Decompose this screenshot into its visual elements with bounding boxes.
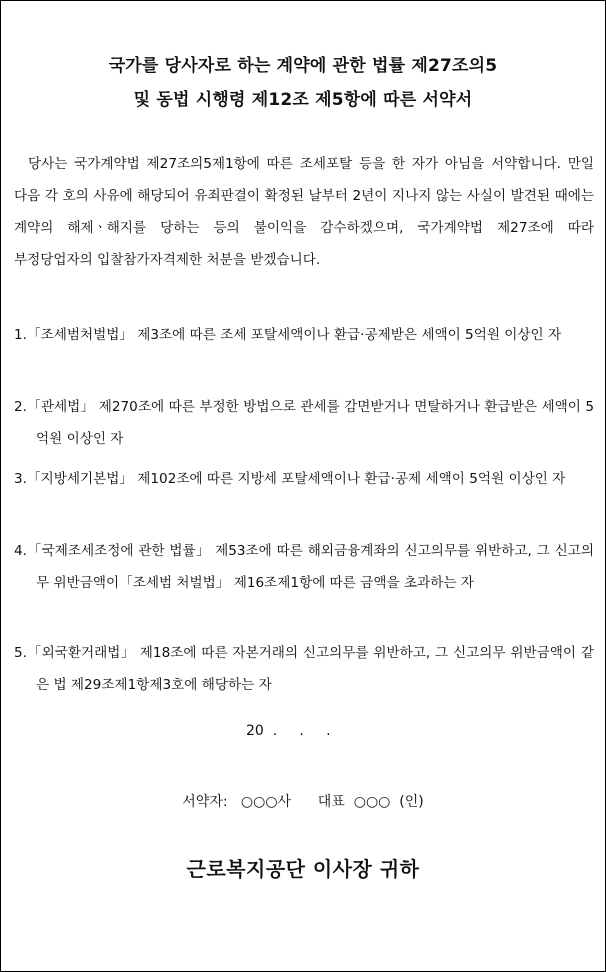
list-item-5: 5.「외국환거래법」 제18조에 따른 자본거래의 신고의무를 위반하고, 그 신고의무 위반금액이 같은 법 제29조제1항제3호에 해당하는 자 xyxy=(14,645,594,693)
intro-paragraph: 당사는 국가계약법 제27조의5제1항에 따른 조세포탈 등을 한 자가 아님을 서약합니다. 만일 다음 각 호의 사유에 해당되어 유죄판결이 확정된 날부터 2년이 지나지 않는 사실이 발견된 때에는 계약의 해제ㆍ해지를 당하는 등의 불이익을 감수하겠으며, 국가계약법 제27조에 따라 부정당업자의 입찰참가자격제한 처분을 받겠습니다. xyxy=(14,156,594,268)
addressee: 근로복지공단 이사장 귀하 xyxy=(186,857,420,881)
signer-line: 서약자: ○○○사 대표 ○○○ (인) xyxy=(182,794,424,810)
document-title-line-1: 국가를 당사자로 하는 계약에 관한 법률 제27조의5 xyxy=(108,56,498,76)
document-title-line-2: 및 동법 시행령 제12조 제5항에 따른 서약서 xyxy=(133,90,473,110)
date-line: 20 . . . xyxy=(246,723,331,739)
list-item-2: 2.「관세법」 제270조에 따른 부정한 방법으로 관세를 감면받거나 면탈하거나 환급받은 세액이 5억원 이상인 자 xyxy=(14,399,594,447)
list-item-1: 1.「조세범처벌법」 제3조에 따른 조세 포탈세액이나 환급·공제받은 세액이 5억원 이상인 자 xyxy=(14,327,562,343)
list-item-3: 3.「지방세기본법」 제102조에 따른 지방세 포탈세액이나 환급·공제 세액이 5억원 이상인 자 xyxy=(14,471,566,487)
list-item-4: 4.「국제조세조정에 관한 법률」 제53조에 따른 해외금융계좌의 신고의무를 위반하고, 그 신고의무 위반금액이「조세범 처벌법」 제16조제1항에 따른 금액을 초과하는 자 xyxy=(14,543,594,591)
